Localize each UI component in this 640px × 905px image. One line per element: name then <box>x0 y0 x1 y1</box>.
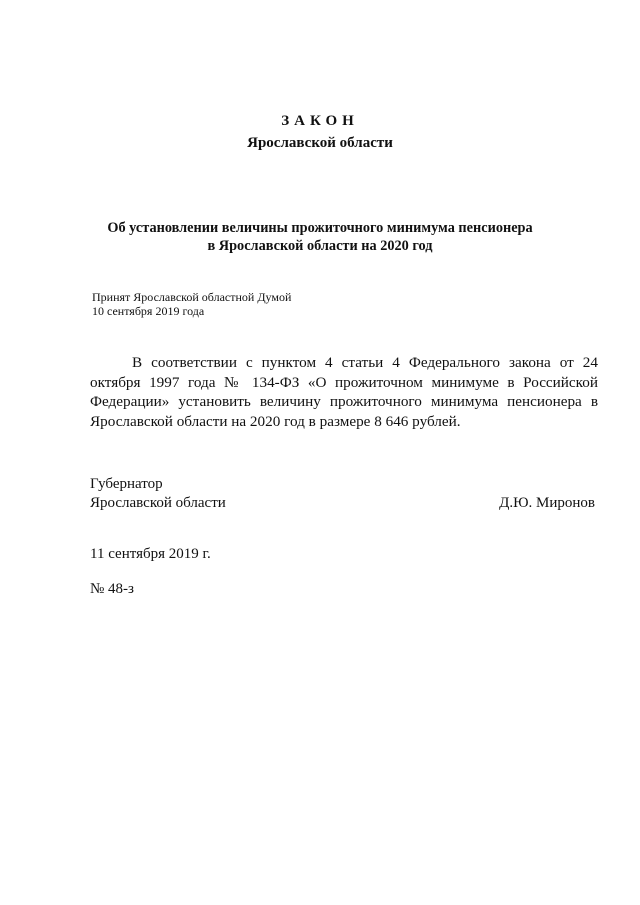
law-heading: ЗАКОН <box>281 113 359 129</box>
adoption-line-1: Принят Ярославской областной Думой <box>92 290 292 304</box>
signatory-position <box>90 475 226 513</box>
signatory-position-line-2: Ярославской области <box>90 495 226 511</box>
signing-date: 11 сентября 2019 г. <box>90 546 211 562</box>
adoption-line-2: 10 сентября 2019 года <box>92 304 205 318</box>
law-title <box>0 219 640 255</box>
signatory-name: Д.Ю. Миронов <box>499 495 595 511</box>
adoption-note <box>92 290 291 318</box>
law-number: № 48-з <box>90 581 134 597</box>
law-region: Ярославской области <box>247 135 393 151</box>
law-body-paragraph: В соответствии с пунктом 4 статьи 4 Федерального закона от 24 октября 1997 года № 134-ФЗ «О прожиточном минимуме в Российской Федерации» установить величину прожиточного минимума пенсионера в Ярославской области на 2020 год в размере 8 646 рублей. <box>90 354 598 430</box>
law-title-line-2: в Ярославской области на 2020 год <box>207 238 433 254</box>
law-title-line-1: Об установлении величины прожиточного минимума пенсионера <box>107 220 533 236</box>
signatory-position-line-1: Губернатор <box>90 476 163 492</box>
